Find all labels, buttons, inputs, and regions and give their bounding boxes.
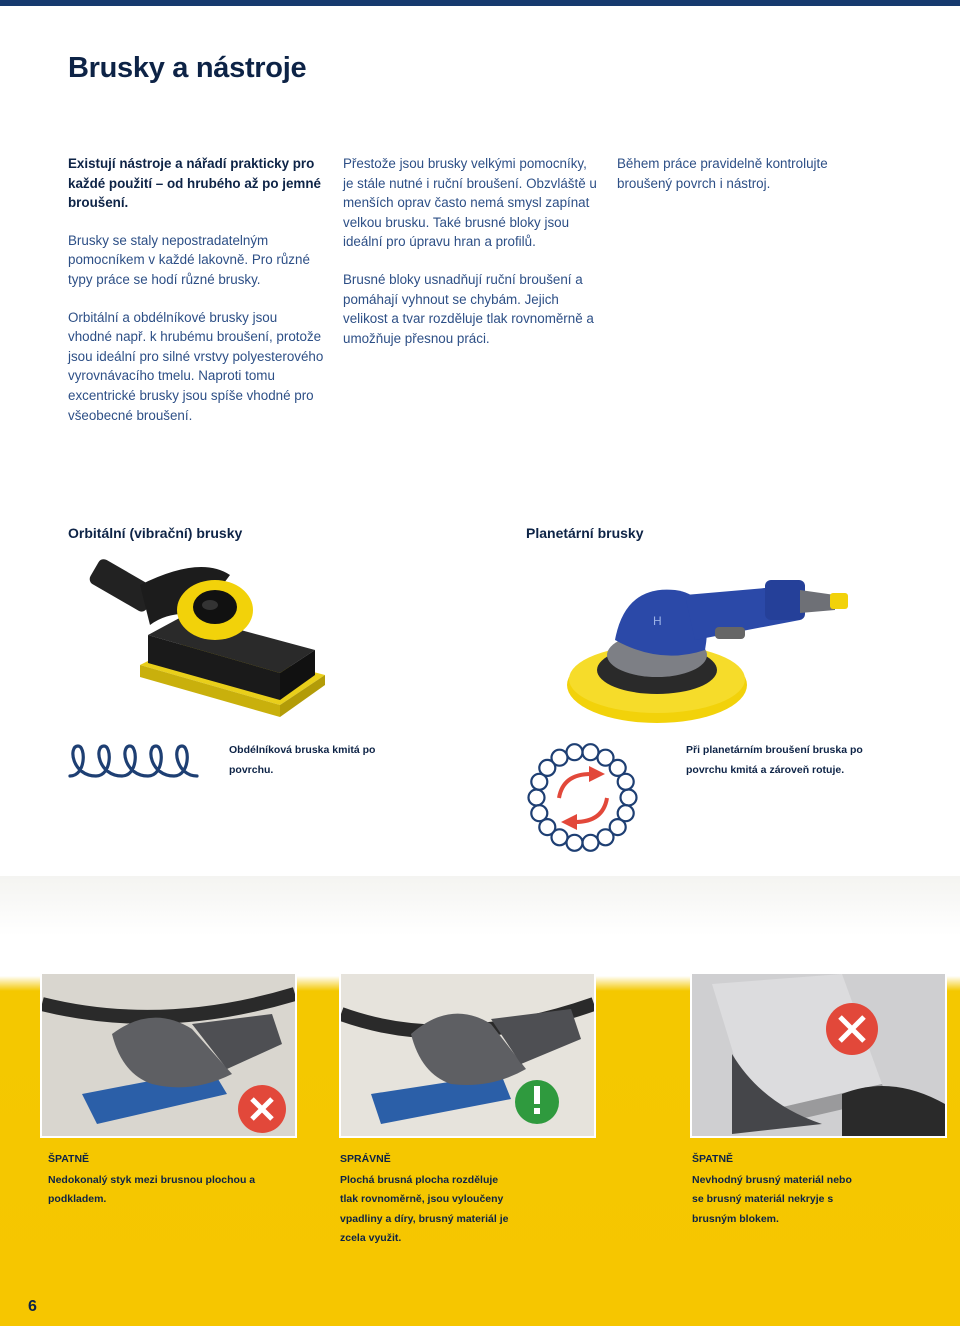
- example-caption-right: [340, 1150, 515, 1249]
- intro-paragraph: Brusné bloky usnadňují ruční broušení a pomáhají vyhnout se chybám. Jejich velikost a tvar rozděluje tlak rovnoměrně a umožňuje přesnou práci.: [343, 271, 594, 346]
- rotation-motion-icon: [525, 740, 640, 855]
- intro-paragraph: Během práce pravidelně kontrolujte broušený povrch i nástroj.: [617, 156, 828, 191]
- example-photo-wrong-2: [690, 972, 947, 1138]
- motion-loop: [618, 774, 634, 790]
- example-photo-right: [339, 972, 596, 1138]
- motion-loop: [583, 744, 599, 760]
- example-text: Nedokonalý styk mezi brusnou plochou a podkladem.: [48, 1173, 256, 1205]
- motion-loop: [567, 835, 583, 851]
- intro-column-3: [617, 154, 877, 211]
- svg-text:H: H: [653, 614, 662, 628]
- oscillation-motion-icon: [66, 740, 201, 784]
- intro-paragraph: Brusky se staly nepostradatelným pomocníkem v každé lakovně. Pro různé typy práce se hodí různé brusky.: [68, 232, 310, 287]
- example-caption-wrong-2: [692, 1150, 862, 1229]
- motion-loop: [583, 835, 599, 851]
- intro-lead: Existují nástroje a nářadí prakticky pro každé použití – od hrubého až po jemné broušení.: [68, 156, 321, 211]
- orbital-sander-image: [80, 555, 340, 730]
- top-accent-bar: [0, 0, 960, 6]
- intro-paragraph: Přestože jsou brusky velkými pomocníky, je stále nutné i ruční broušení. Obzvláště u menších oprav často nemá smysl zapínat velkou brusku. Také brusné bloky jsou ideální pro úpravu hran a profilů.: [343, 156, 597, 250]
- motion-loop: [621, 790, 637, 806]
- example-photo-wrong-1: [40, 972, 297, 1138]
- motion-loop: [598, 829, 614, 845]
- motion-loop: [529, 790, 545, 806]
- intro-paragraph: Orbitální a obdélníkové brusky jsou vhodné např. k hrubému broušení, protože jsou ideální pro silné vrstvy polyesterového vyrovnávacího tmelu. Naproti tomu excentrické brusky jsou spíše vhodné pro všeobecné broušení.: [68, 309, 324, 423]
- example-label: ŠPATNĚ: [48, 1153, 90, 1165]
- page-title: Brusky a nástroje: [68, 52, 307, 84]
- example-text: Plochá brusná plocha rozděluje tlak rovnoměrně, jsou vyloučeny vpadliny a díry, brusný materiál je zcela využit.: [340, 1173, 509, 1244]
- motion-loop: [552, 750, 568, 766]
- section-title-planetary: Planetární brusky: [526, 525, 644, 541]
- motion-loop: [567, 744, 583, 760]
- example-caption-wrong-1: [48, 1150, 258, 1210]
- section-title-orbital: Orbitální (vibrační) brusky: [68, 525, 243, 541]
- example-text: Nevhodný brusný materiál nebo se brusný materiál nekryje s brusným blokem.: [692, 1173, 852, 1225]
- example-label: SPRÁVNĚ: [340, 1153, 391, 1165]
- page-number: 6: [28, 1298, 37, 1315]
- motion-loop: [531, 805, 547, 821]
- orbital-caption: Obdélníková bruska kmitá po povrchu.: [229, 744, 376, 776]
- planetary-caption: Při planetárním broušení bruska po povrchu kmitá a zároveň rotuje.: [686, 744, 863, 776]
- planetary-sander-image: [565, 555, 855, 730]
- example-label: ŠPATNĚ: [692, 1153, 734, 1165]
- intro-column-2: [343, 154, 599, 366]
- intro-column-1: [68, 154, 324, 443]
